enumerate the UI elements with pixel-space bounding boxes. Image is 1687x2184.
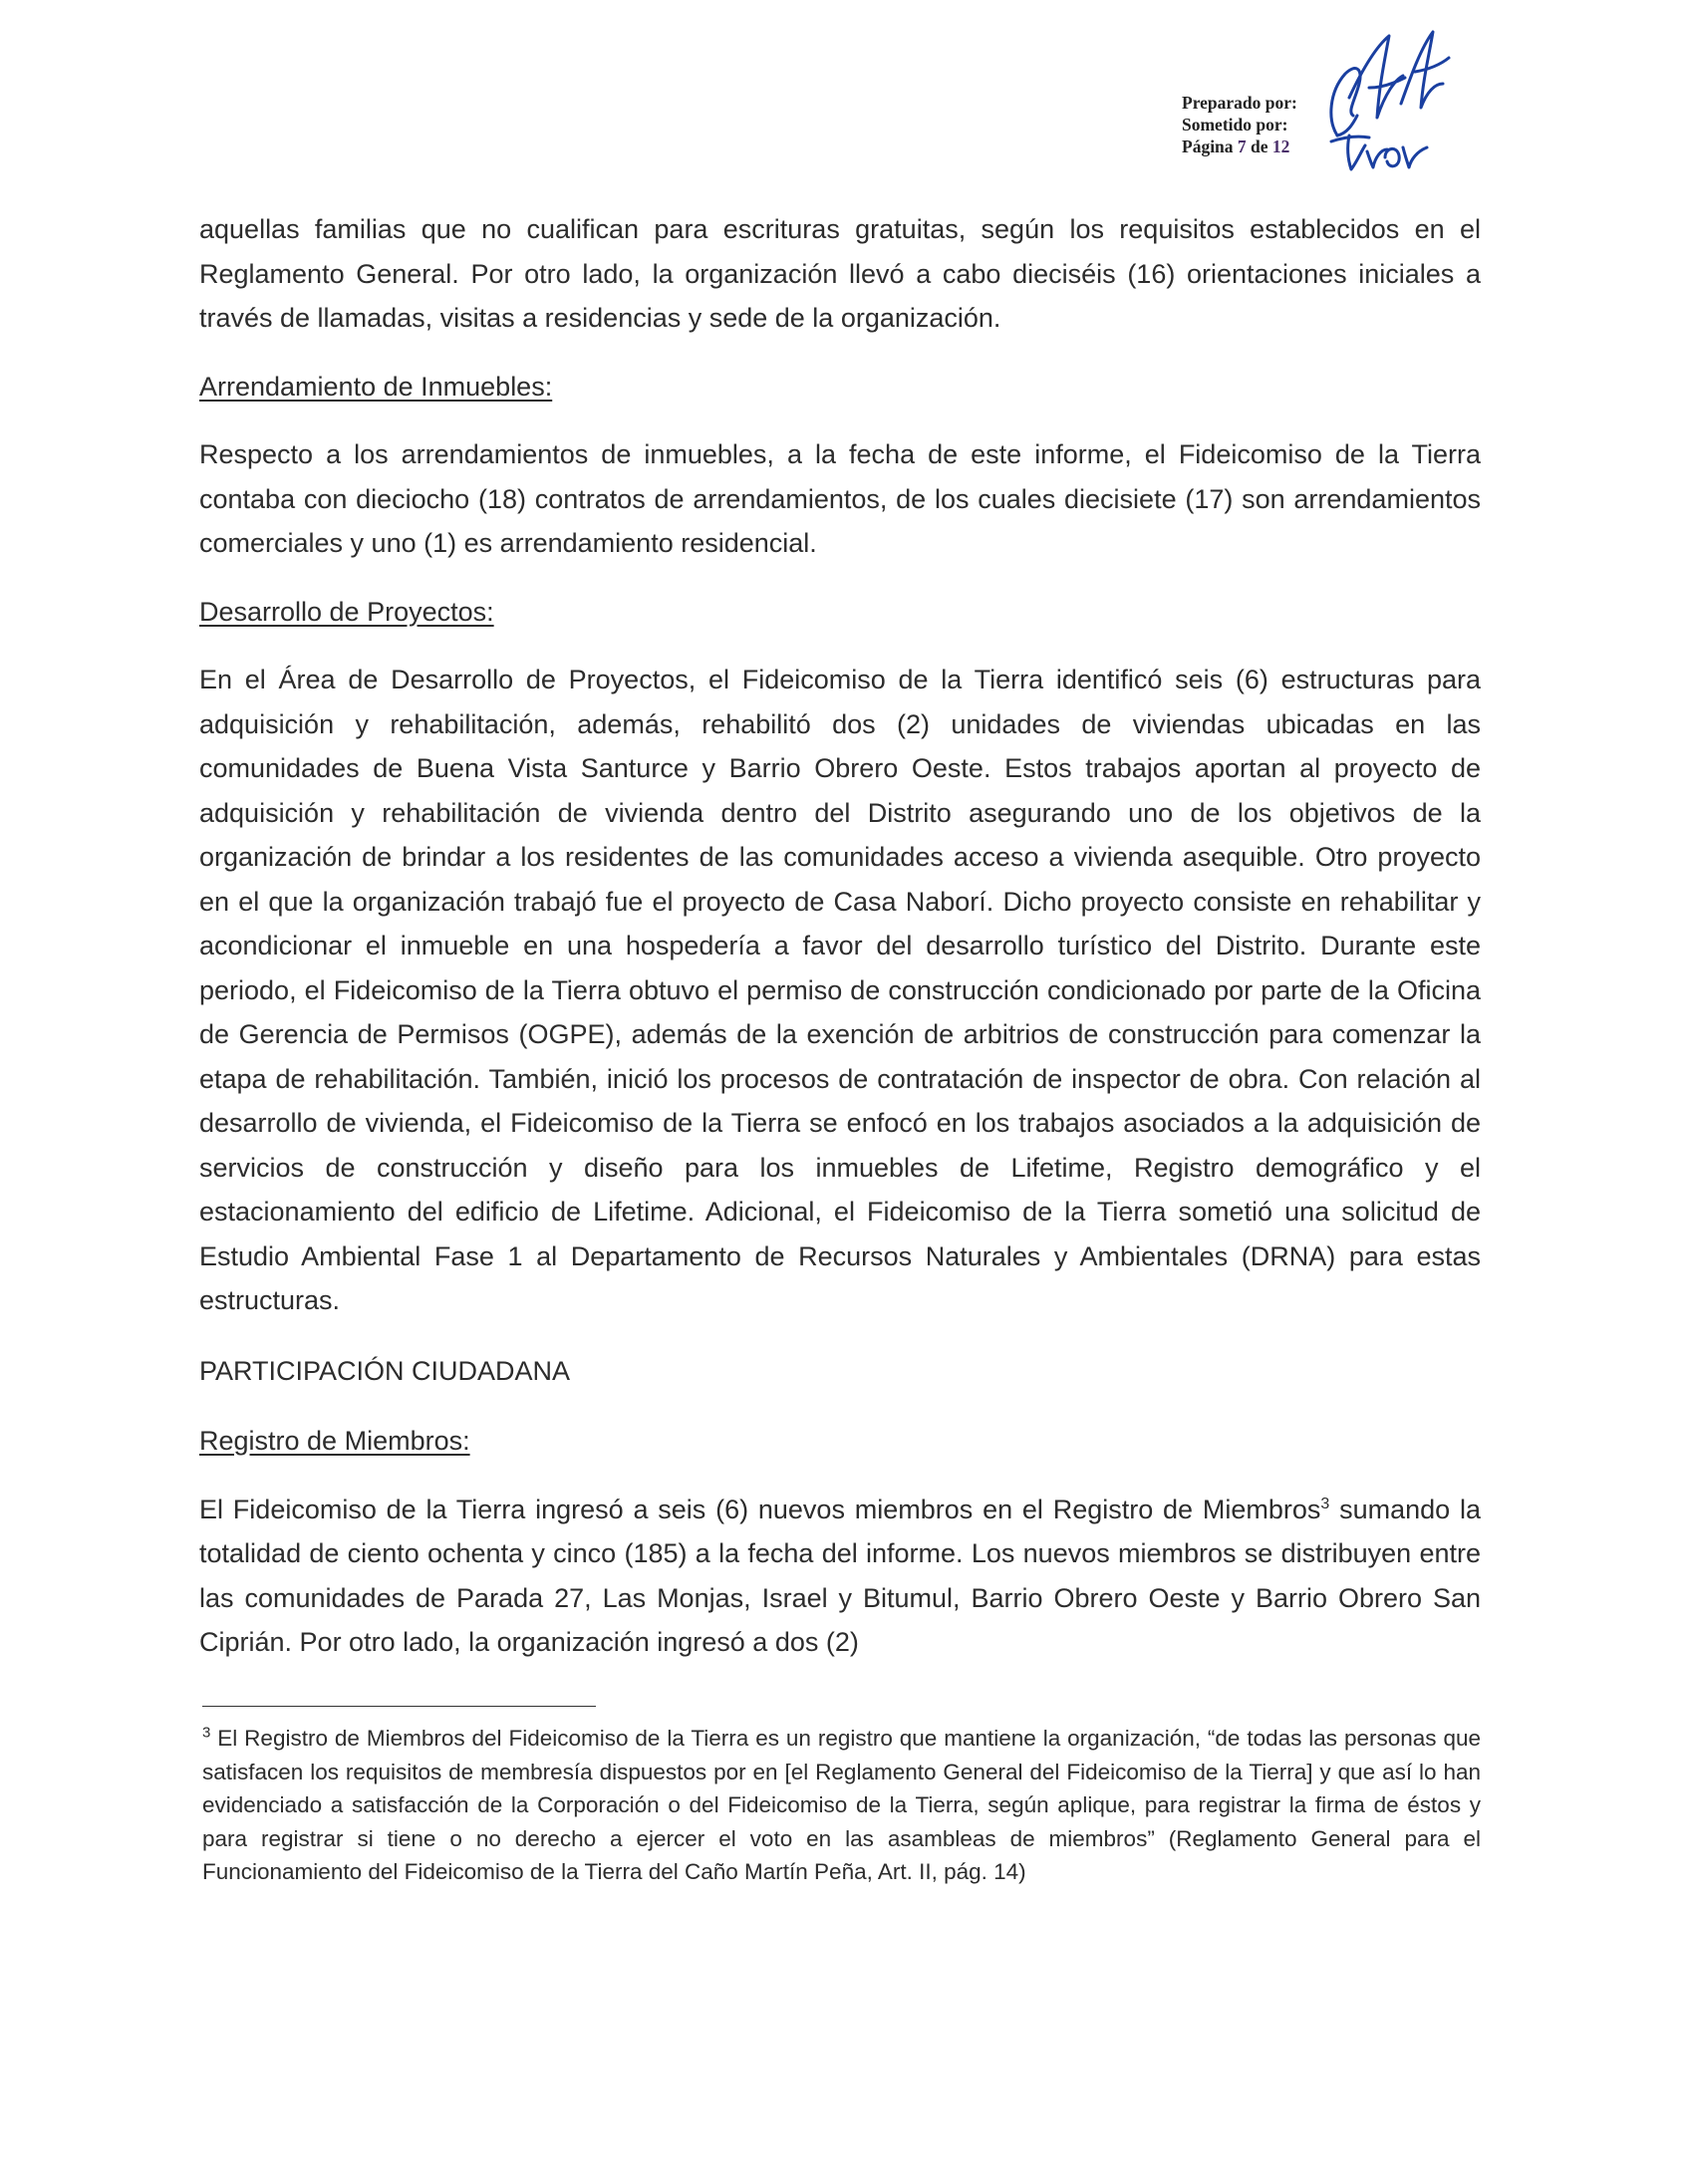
section-heading-arrendamiento: Arrendamiento de Inmuebles: <box>199 371 553 402</box>
intro-paragraph: aquellas familias que no cualifican para escrituras gratuitas, según los requisitos establecidos en el Reglamento General. Por otro lado, la organización llevó a cabo dieciséis (16) orientaciones iniciales a través de llamadas, visitas a residencias y sede de la organización. <box>199 214 1481 333</box>
page-total: 12 <box>1271 136 1290 156</box>
prepared-by-label: Preparado por: <box>1182 93 1297 113</box>
signature-initials-icon <box>1323 28 1453 139</box>
footnote <box>202 1722 1481 1889</box>
section-heading-registro: Registro de Miembros: <box>199 1426 470 1456</box>
page-current: 7 <box>1237 136 1247 156</box>
section-heading-desarrollo: Desarrollo de Proyectos: <box>199 596 494 627</box>
footnote-text: El Registro de Miembros del Fideicomiso de la Tierra es un registro que mantiene la organización, “de todas las personas que satisfacen los requisitos de membresía dispuestos por en [el Reglamento General del Fideicomiso de la Tierra] y que así lo han evidenciado a satisfacción de la Corporación o del Fideicomiso de la Tierra, según aplique, para registrar la firma de éstos y para registrar si tiene o no derecho a ejercer el voto en las asambleas de miembros” (Reglamento General para el Funcionamiento del Fideicomiso de la Tierra del Caño Martín Peña, Art. II, pág. 14) <box>202 1726 1481 1884</box>
submitted-signature <box>1327 128 1431 179</box>
section-heading-participacion: PARTICIPACIÓN CIUDADANA <box>199 1355 571 1386</box>
footnote-number: 3 <box>202 1724 211 1742</box>
footnote-reference[interactable]: 3 <box>1320 1495 1330 1512</box>
arrendamiento-paragraph: Respecto a los arrendamientos de inmuebles, a la fecha de este informe, el Fideicomiso de la Tierra contaba con dieciocho (18) contratos de arrendamientos, de los cuales diecisiete (17) son arrendamientos comerciales y uno (1) es arrendamiento residencial. <box>199 439 1481 558</box>
registro-text-part1: El Fideicomiso de la Tierra ingresó a seis (6) nuevos miembros en el Registro de Miembros <box>199 1494 1321 1524</box>
page-word: Página <box>1182 136 1234 156</box>
submitted-by-label: Sometido por: <box>1182 115 1288 135</box>
registro-text-part2: sumando la totalidad de ciento ochenta y cinco (185) a la fecha del informe. Los nuevos miembros se distribuyen entre las comunidades de Parada 27, Las Monjas, Israel y Bitumul, Barrio Obrero Oeste y Barrio Obrero San Ciprián. Por otro lado, la organización ingresó a dos (2) <box>199 1494 1481 1657</box>
page-of: de <box>1251 136 1268 156</box>
prepared-signature <box>1323 28 1453 139</box>
desarrollo-paragraph: En el Área de Desarrollo de Proyectos, el Fideicomiso de la Tierra identificó seis (6) estructuras para adquisición y rehabilitación, además, rehabilitó dos (2) unidades de viviendas ubicadas en las comunidades de Buena Vista Santurce y Barrio Obrero Oeste. Estos trabajos aportan al proyecto de adquisición y rehabilitación de vivienda dentro del Distrito asegurando uno de los objetivos de la organización de brindar a los residentes de las comunidades acceso a vivienda asequible. Otro proyecto en el que la organización trabajó fue el proyecto de Casa Naborí. Dicho proyecto consiste en rehabilitar y acondicionar el inmueble en una hospedería a favor del desarrollo turístico del Distrito. Durante este periodo, el Fideicomiso de la Tierra obtuvo el permiso de construcción condicionado por parte de la Oficina de Gerencia de Permisos (OGPE), además de la exención de arbitrios de construcción para comenzar la etapa de rehabilitación. También, inició los procesos de contratación de inspector de obra. Con relación al desarrollo de vivienda, el Fideicomiso de la Tierra se enfocó en los trabajos asociados a la adquisición de servicios de construcción y diseño para los inmuebles de Lifetime, Registro demográfico y el estacionamiento del edificio de Lifetime. Adicional, el Fideicomiso de la Tierra sometió una solicitud de Estudio Ambiental Fase 1 al Departamento de Recursos Naturales y Ambientales (DRNA) para estas estructuras. <box>199 665 1481 1315</box>
main-content <box>199 207 1481 1665</box>
registro-paragraph <box>199 1488 1481 1665</box>
signature-second-icon <box>1327 128 1431 179</box>
footnote-divider <box>202 1706 596 1707</box>
